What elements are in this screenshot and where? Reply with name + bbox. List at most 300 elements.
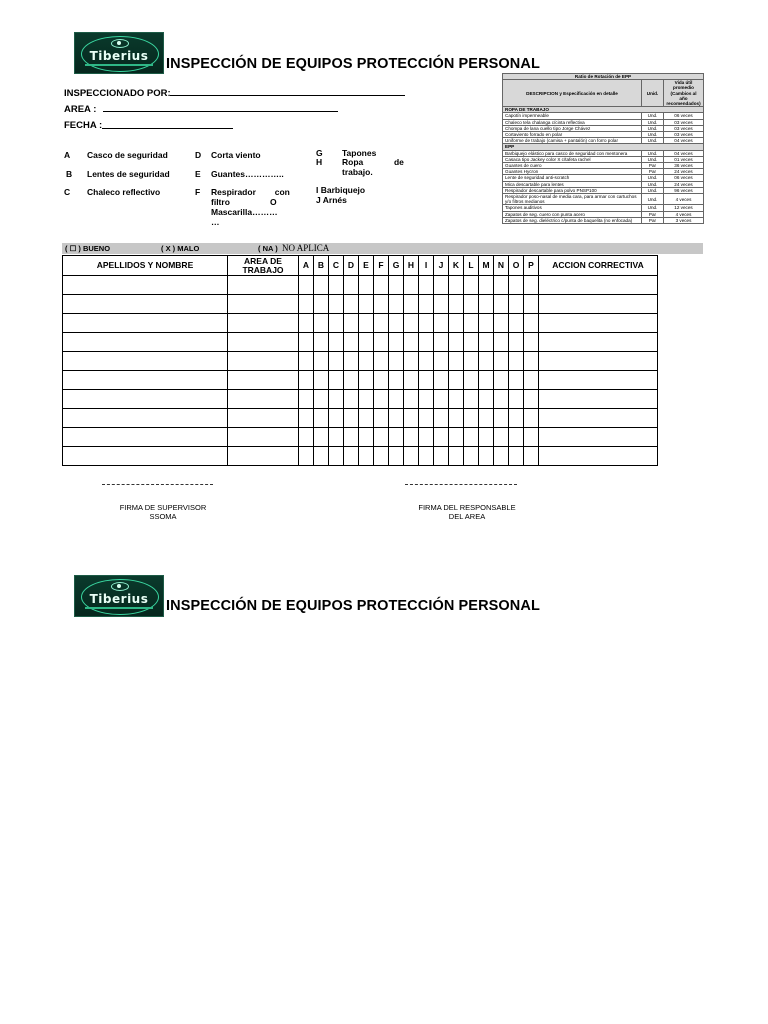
check-cell-p[interactable] [524, 390, 539, 409]
check-cell-c[interactable] [329, 276, 344, 295]
check-cell-d[interactable] [344, 295, 359, 314]
check-cell-f[interactable] [374, 371, 389, 390]
check-cell-m[interactable] [479, 333, 494, 352]
check-cell-d[interactable] [344, 409, 359, 428]
check-cell-g[interactable] [389, 409, 404, 428]
accion-cell[interactable] [539, 314, 658, 333]
check-cell-d[interactable] [344, 428, 359, 447]
check-cell-g[interactable] [389, 295, 404, 314]
check-cell-j[interactable] [434, 409, 449, 428]
item-f-text-1: Respirador con [211, 187, 290, 197]
check-cell-e[interactable] [359, 371, 374, 390]
check-cell-c[interactable] [329, 371, 344, 390]
logo-underline [85, 64, 153, 66]
ref-section-epp: EPP [503, 144, 704, 150]
check-cell-h[interactable] [404, 295, 419, 314]
item-d-letter: D [195, 150, 202, 160]
check-cell-l[interactable] [464, 352, 479, 371]
check-cell-a[interactable] [299, 333, 314, 352]
nombre-cell[interactable] [63, 409, 228, 428]
ref-row [503, 217, 704, 223]
area-cell[interactable] [228, 314, 299, 333]
check-cell-h[interactable] [404, 390, 419, 409]
ref-desc-cell: Capotín impermeable [503, 113, 642, 119]
signature-responsable-line2: DEL AREA [448, 512, 486, 521]
ref-unid-cell: Par [642, 169, 664, 175]
check-cell-o[interactable] [509, 428, 524, 447]
check-cell-g[interactable] [389, 390, 404, 409]
accion-cell[interactable] [539, 333, 658, 352]
legend-na: ( NA ) [258, 244, 278, 253]
check-cell-i[interactable] [419, 295, 434, 314]
area-cell[interactable] [228, 295, 299, 314]
check-cell-p[interactable] [524, 428, 539, 447]
ref-vida-cell: 04 veces [664, 150, 704, 156]
accion-cell[interactable] [539, 276, 658, 295]
check-cell-f[interactable] [374, 295, 389, 314]
table-row [63, 276, 658, 295]
check-cell-m[interactable] [479, 447, 494, 466]
legend-bar [62, 243, 703, 254]
check-cell-a[interactable] [299, 352, 314, 371]
check-cell-m[interactable] [479, 371, 494, 390]
check-cell-h[interactable] [404, 314, 419, 333]
area-cell[interactable] [228, 390, 299, 409]
accion-cell[interactable] [539, 447, 658, 466]
ref-desc-cell: Respirador descartable para polvo PNSP100 [503, 187, 642, 193]
check-cell-o[interactable] [509, 371, 524, 390]
check-cell-b[interactable] [314, 390, 329, 409]
check-cell-i[interactable] [419, 352, 434, 371]
check-cell-j[interactable] [434, 276, 449, 295]
accion-cell[interactable] [539, 295, 658, 314]
signature-supervisor-label [100, 503, 226, 521]
item-f-text-4: … [211, 217, 220, 227]
ref-unid-cell: Und. [642, 132, 664, 138]
table-row [63, 333, 658, 352]
check-cell-l[interactable] [464, 409, 479, 428]
check-cell-i[interactable] [419, 314, 434, 333]
check-cell-o[interactable] [509, 447, 524, 466]
item-a-text: Casco de seguridad [87, 150, 168, 160]
item-h-letter: H [316, 157, 323, 167]
check-cell-d[interactable] [344, 447, 359, 466]
check-cell-h[interactable] [404, 428, 419, 447]
check-cell-n[interactable] [494, 409, 509, 428]
check-cell-a[interactable] [299, 428, 314, 447]
check-cell-b[interactable] [314, 352, 329, 371]
nombre-cell[interactable] [63, 390, 228, 409]
check-cell-p[interactable] [524, 371, 539, 390]
check-cell-n[interactable] [494, 333, 509, 352]
check-cell-f[interactable] [374, 276, 389, 295]
check-cell-e[interactable] [359, 409, 374, 428]
logo-eye-icon [111, 39, 129, 48]
check-cell-b[interactable] [314, 371, 329, 390]
check-cell-a[interactable] [299, 409, 314, 428]
check-cell-e[interactable] [359, 314, 374, 333]
check-cell-k[interactable] [449, 333, 464, 352]
ref-col-unid: Unid. [642, 80, 664, 107]
check-cell-m[interactable] [479, 276, 494, 295]
ref-unid-cell: Par [642, 211, 664, 217]
check-cell-b[interactable] [314, 314, 329, 333]
check-cell-e[interactable] [359, 428, 374, 447]
ref-title: Ratio de Rotación de EPP [503, 74, 704, 80]
check-cell-d[interactable] [344, 352, 359, 371]
ref-unid-cell: Und. [642, 187, 664, 193]
ref-row [503, 150, 704, 156]
check-cell-n[interactable] [494, 295, 509, 314]
check-cell-p[interactable] [524, 447, 539, 466]
check-cell-m[interactable] [479, 295, 494, 314]
check-cell-m[interactable] [479, 409, 494, 428]
check-cell-d[interactable] [344, 314, 359, 333]
ref-desc-cell: Barbiquejo elástico para casco de seguridad con mentonera [503, 150, 642, 156]
ref-desc-cell: Guantes de cuero [503, 163, 642, 169]
area-cell[interactable] [228, 409, 299, 428]
ref-vida-cell: 06 veces [664, 113, 704, 119]
check-cell-c[interactable] [329, 390, 344, 409]
fecha-field[interactable] [102, 128, 233, 129]
check-cell-i[interactable] [419, 371, 434, 390]
check-cell-a[interactable] [299, 295, 314, 314]
check-cell-h[interactable] [404, 447, 419, 466]
item-h-text-2: trabajo. [342, 167, 373, 177]
nombre-cell[interactable] [63, 276, 228, 295]
area-cell[interactable] [228, 352, 299, 371]
col-letter-o: O [509, 256, 524, 276]
check-cell-l[interactable] [464, 428, 479, 447]
check-cell-d[interactable] [344, 333, 359, 352]
ref-vida-cell: 03 veces [664, 125, 704, 131]
check-cell-g[interactable] [389, 333, 404, 352]
area-field[interactable] [103, 111, 338, 112]
check-cell-e[interactable] [359, 295, 374, 314]
nombre-cell[interactable] [63, 333, 228, 352]
check-cell-n[interactable] [494, 352, 509, 371]
check-cell-l[interactable] [464, 390, 479, 409]
col-letter-l: L [464, 256, 479, 276]
check-cell-h[interactable] [404, 352, 419, 371]
signature-line-responsable[interactable] [405, 484, 517, 485]
ref-unid-cell: Und. [642, 175, 664, 181]
check-cell-k[interactable] [449, 409, 464, 428]
check-cell-h[interactable] [404, 371, 419, 390]
check-cell-a[interactable] [299, 447, 314, 466]
ref-desc-cell: Respirador poso-nasal de media cara, para armar con cartuchos y/o filtros medianos [503, 194, 642, 205]
col-letter-a: A [299, 256, 314, 276]
check-cell-b[interactable] [314, 333, 329, 352]
check-cell-l[interactable] [464, 371, 479, 390]
check-cell-g[interactable] [389, 428, 404, 447]
check-cell-l[interactable] [464, 314, 479, 333]
nombre-cell[interactable] [63, 428, 228, 447]
ref-desc-cell: Cortaviento forrado en polar [503, 132, 642, 138]
check-cell-n[interactable] [494, 428, 509, 447]
check-cell-c[interactable] [329, 447, 344, 466]
ref-desc-cell: Casaca tipo Jackey color X c/tafeta rachel [503, 156, 642, 162]
ref-row [503, 194, 704, 205]
fecha-label: FECHA : [64, 120, 103, 131]
area-cell[interactable] [228, 371, 299, 390]
col-letter-d: D [344, 256, 359, 276]
check-cell-n[interactable] [494, 390, 509, 409]
nombre-cell[interactable] [63, 295, 228, 314]
item-b-text: Lentes de seguridad [87, 169, 170, 179]
page2-title: INSPECCIÓN DE EQUIPOS PROTECCIÓN PERSONAL [166, 598, 540, 614]
signature-supervisor-line2: SSOMA [149, 512, 177, 521]
check-cell-e[interactable] [359, 276, 374, 295]
check-cell-n[interactable] [494, 371, 509, 390]
ref-unid-cell: Und. [642, 194, 664, 205]
table-row [63, 371, 658, 390]
company-logo-page2 [74, 575, 164, 617]
check-cell-i[interactable] [419, 390, 434, 409]
ref-vida-cell: 4 veces [664, 211, 704, 217]
check-cell-f[interactable] [374, 447, 389, 466]
ref-vida-cell: 06 veces [664, 175, 704, 181]
check-cell-h[interactable] [404, 276, 419, 295]
table-row [63, 447, 658, 466]
table-row [63, 390, 658, 409]
check-cell-k[interactable] [449, 352, 464, 371]
col-letter-h: H [404, 256, 419, 276]
ref-col-desc: DESCRIPCION y Especificación en detalle [503, 80, 642, 107]
ref-unid-cell: Und. [642, 113, 664, 119]
check-cell-a[interactable] [299, 390, 314, 409]
item-c-text: Chaleco reflectivo [87, 187, 161, 197]
check-cell-g[interactable] [389, 371, 404, 390]
check-cell-c[interactable] [329, 295, 344, 314]
accion-cell[interactable] [539, 428, 658, 447]
item-g-letter: G [316, 148, 323, 158]
check-cell-k[interactable] [449, 390, 464, 409]
check-cell-m[interactable] [479, 390, 494, 409]
col-nombre: APELLIDOS Y NOMBRE [63, 256, 228, 276]
check-cell-f[interactable] [374, 314, 389, 333]
col-letter-f: F [374, 256, 389, 276]
ref-desc-cell: Uniforme de trabajo (camisa + pantalón) con forro polar [503, 138, 642, 144]
check-cell-o[interactable] [509, 390, 524, 409]
accion-cell[interactable] [539, 371, 658, 390]
ref-unid-cell: Und. [642, 181, 664, 187]
check-cell-e[interactable] [359, 447, 374, 466]
check-cell-k[interactable] [449, 295, 464, 314]
check-cell-c[interactable] [329, 428, 344, 447]
check-cell-a[interactable] [299, 314, 314, 333]
check-cell-n[interactable] [494, 314, 509, 333]
accion-cell[interactable] [539, 409, 658, 428]
check-cell-f[interactable] [374, 333, 389, 352]
item-c-letter: C [64, 187, 71, 197]
check-cell-p[interactable] [524, 295, 539, 314]
signature-responsable-line1: FIRMA DEL RESPONSABLE [418, 503, 516, 512]
item-f-letter: F [195, 187, 201, 197]
check-cell-j[interactable] [434, 390, 449, 409]
inspeccionado-field[interactable] [170, 95, 405, 96]
area-cell[interactable] [228, 276, 299, 295]
item-h-text-1: Ropa de [342, 157, 404, 167]
check-cell-n[interactable] [494, 276, 509, 295]
check-cell-g[interactable] [389, 314, 404, 333]
col-letter-b: B [314, 256, 329, 276]
check-cell-e[interactable] [359, 390, 374, 409]
ref-vida-cell: 24 veces [664, 181, 704, 187]
check-cell-h[interactable] [404, 409, 419, 428]
check-cell-h[interactable] [404, 333, 419, 352]
check-cell-c[interactable] [329, 333, 344, 352]
col-letter-e: E [359, 256, 374, 276]
item-i-text: I Barbiquejo [316, 185, 366, 195]
ref-desc-cell: Guantes Hycron [503, 169, 642, 175]
col-letter-j: J [434, 256, 449, 276]
col-accion-correctiva: ACCION CORRECTIVA [539, 256, 658, 276]
signature-responsable-label [402, 503, 532, 521]
check-cell-i[interactable] [419, 276, 434, 295]
check-cell-k[interactable] [449, 371, 464, 390]
accion-cell[interactable] [539, 352, 658, 371]
accion-cell[interactable] [539, 390, 658, 409]
logo-brand-text: Tiberius [89, 49, 149, 63]
check-cell-k[interactable] [449, 276, 464, 295]
table-row [63, 295, 658, 314]
area-cell[interactable] [228, 428, 299, 447]
legend-bueno: ( ☐ ) BUENO [65, 244, 111, 253]
item-g-text: Tapones [342, 148, 377, 158]
inspeccionado-label: INSPECCIONADO POR: [64, 88, 171, 99]
ref-vida-cell: 01 veces [664, 156, 704, 162]
item-j-text: J Arnés [316, 195, 347, 205]
check-cell-c[interactable] [329, 352, 344, 371]
check-cell-p[interactable] [524, 409, 539, 428]
check-cell-g[interactable] [389, 352, 404, 371]
col-area: AREA DE TRABAJO [228, 256, 299, 276]
signature-line-supervisor[interactable] [102, 484, 213, 485]
ref-vida-cell: 36 veces [664, 163, 704, 169]
ref-vida-cell: 96 veces [664, 187, 704, 193]
table-row [63, 409, 658, 428]
check-cell-j[interactable] [434, 314, 449, 333]
check-cell-o[interactable] [509, 295, 524, 314]
ref-unid-cell: Und. [642, 119, 664, 125]
check-cell-a[interactable] [299, 371, 314, 390]
nombre-cell[interactable] [63, 447, 228, 466]
item-f-text-3: Mascarilla……… [211, 207, 278, 217]
check-cell-i[interactable] [419, 447, 434, 466]
item-a-letter: A [64, 150, 71, 160]
area-cell[interactable] [228, 333, 299, 352]
check-cell-k[interactable] [449, 314, 464, 333]
ref-desc-cell: Zapatos de seg. dieléctrico c/punta de baquelita (no enfocada) [503, 217, 642, 223]
check-cell-o[interactable] [509, 409, 524, 428]
check-cell-d[interactable] [344, 371, 359, 390]
check-cell-b[interactable] [314, 447, 329, 466]
check-cell-l[interactable] [464, 333, 479, 352]
nombre-cell[interactable] [63, 314, 228, 333]
table-row [63, 352, 658, 371]
check-cell-b[interactable] [314, 428, 329, 447]
check-cell-m[interactable] [479, 314, 494, 333]
check-cell-i[interactable] [419, 333, 434, 352]
page-title: INSPECCIÓN DE EQUIPOS PROTECCIÓN PERSONAL [166, 56, 540, 72]
col-letter-c: C [329, 256, 344, 276]
check-cell-l[interactable] [464, 295, 479, 314]
check-cell-j[interactable] [434, 333, 449, 352]
nombre-cell[interactable] [63, 371, 228, 390]
ref-unid-cell: Par [642, 163, 664, 169]
check-cell-m[interactable] [479, 352, 494, 371]
check-cell-p[interactable] [524, 333, 539, 352]
check-cell-c[interactable] [329, 409, 344, 428]
ref-unid-cell: Und. [642, 125, 664, 131]
check-cell-p[interactable] [524, 314, 539, 333]
check-cell-k[interactable] [449, 447, 464, 466]
check-cell-j[interactable] [434, 371, 449, 390]
ref-unid-cell: Par [642, 217, 664, 223]
ref-vida-cell: 03 veces [664, 132, 704, 138]
table-row [63, 428, 658, 447]
table-row [63, 314, 658, 333]
check-cell-p[interactable] [524, 352, 539, 371]
check-cell-b[interactable] [314, 276, 329, 295]
item-f-text-2: filtro O [211, 197, 277, 207]
check-cell-d[interactable] [344, 390, 359, 409]
check-cell-l[interactable] [464, 447, 479, 466]
check-cell-e[interactable] [359, 333, 374, 352]
check-cell-n[interactable] [494, 447, 509, 466]
logo-brand-text: Tiberius [89, 592, 149, 606]
check-cell-c[interactable] [329, 314, 344, 333]
ref-unid-cell: Und. [642, 205, 664, 211]
logo-eye-icon [111, 582, 129, 591]
check-cell-o[interactable] [509, 314, 524, 333]
check-cell-f[interactable] [374, 390, 389, 409]
check-cell-b[interactable] [314, 409, 329, 428]
check-cell-j[interactable] [434, 295, 449, 314]
check-cell-j[interactable] [434, 352, 449, 371]
ref-vida-cell: 4 veces [664, 194, 704, 205]
check-cell-f[interactable] [374, 352, 389, 371]
company-logo [74, 32, 164, 74]
check-cell-o[interactable] [509, 352, 524, 371]
check-cell-l[interactable] [464, 276, 479, 295]
check-cell-i[interactable] [419, 428, 434, 447]
check-cell-d[interactable] [344, 276, 359, 295]
check-cell-g[interactable] [389, 447, 404, 466]
ref-vida-cell: 12 veces [664, 205, 704, 211]
check-cell-m[interactable] [479, 428, 494, 447]
inspection-grid [62, 255, 658, 466]
nombre-cell[interactable] [63, 352, 228, 371]
col-letter-g: G [389, 256, 404, 276]
check-cell-e[interactable] [359, 352, 374, 371]
check-cell-f[interactable] [374, 428, 389, 447]
check-cell-k[interactable] [449, 428, 464, 447]
area-cell[interactable] [228, 447, 299, 466]
check-cell-j[interactable] [434, 428, 449, 447]
check-cell-p[interactable] [524, 276, 539, 295]
check-cell-g[interactable] [389, 276, 404, 295]
check-cell-f[interactable] [374, 409, 389, 428]
check-cell-a[interactable] [299, 276, 314, 295]
check-cell-o[interactable] [509, 276, 524, 295]
check-cell-o[interactable] [509, 333, 524, 352]
check-cell-b[interactable] [314, 295, 329, 314]
check-cell-j[interactable] [434, 447, 449, 466]
col-letter-m: M [479, 256, 494, 276]
check-cell-i[interactable] [419, 409, 434, 428]
